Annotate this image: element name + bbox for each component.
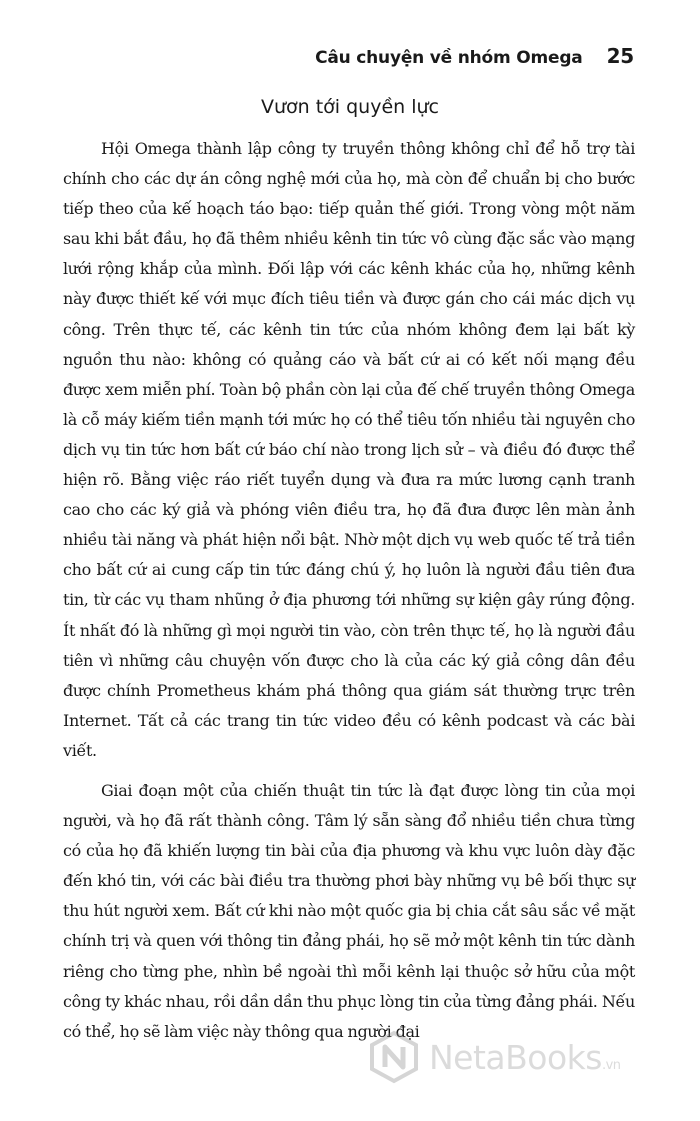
- page-number: 25: [606, 44, 634, 68]
- body-text: [63, 134, 635, 1057]
- watermark-brand: [429, 1038, 621, 1077]
- running-header: [315, 44, 634, 68]
- watermark-suffix: .vn: [601, 1057, 621, 1073]
- watermark-brand-name: NetaBooks: [429, 1037, 602, 1077]
- paragraph: Hội Omega thành lập công ty truyền thông không chỉ để hỗ trợ tài chính cho các dự án công nghệ mới của họ, mà còn để chuẩn bị cho bước tiếp theo của kế hoạch táo bạo: tiếp quản thế giới. Trong vòng một năm sau khi bắt đầu, họ đã thêm nhiều kênh tin tức vô cùng đặc sắc vào mạng lưới rộng khắp của mình. Đối lập với các kênh khác của họ, những kênh này được thiết kế với mục đích tiêu tiền và được gán cho cái mác dịch vụ công. Trên thực tế, các kênh tin tức của nhóm không đem lại bất kỳ nguồn thu nào: không có quảng cáo và bất cứ ai có kết nối mạng đều được xem miễn phí. Toàn bộ phần còn lại của đế chế truyền thông Omega là cỗ máy kiếm tiền mạnh tới mức họ có thể tiêu tốn nhiều tài nguyên cho dịch vụ tin tức hơn bất cứ báo chí nào trong lịch sử – và điều đó được thể hiện rõ. Bằng việc ráo riết tuyển dụng và đưa ra mức lương cạnh tranh cao cho các ký giả và phóng viên điều tra, họ đã đưa được lên màn ảnh nhiều tài năng và phát hiện nổi bật. Nhờ một dịch vụ web quốc tế trả tiền cho bất cứ ai cung cấp tin tức đáng chú ý, họ luôn là người đầu tiên đưa tin, từ các vụ tham nhũng ở địa phương tới những sự kiện gây rúng động. Ít nhất đó là những gì mọi người tin vào, còn trên thực tế, họ là người đầu tiên vì những câu chuyện vốn được cho là của các ký giả công dân đều được chính Prometheus khám phá thông qua giám sát thường trực trên Internet. Tất cả các trang tin tức video đều có kênh podcast và các bài viết.: [63, 139, 635, 760]
- netabooks-logo-icon: [367, 1030, 421, 1084]
- section-title: Vươn tới quyền lực: [260, 96, 440, 118]
- running-title: Câu chuyện về nhóm Omega: [315, 48, 583, 68]
- watermark: [367, 1030, 621, 1084]
- paragraph: Giai đoạn một của chiến thuật tin tức là đạt được lòng tin của mọi người, và họ đã rất thành công. Tâm lý sẵn sàng đổ nhiều tiền chưa từng có của họ đã khiến lượng tin bài của địa phương và khu vực luôn dày đặc đến khó tin, với các bài điều tra thường phơi bày những vụ bê bối thực sự thu hút người xem. Bất cứ khi nào một quốc gia bị chia cắt sâu sắc về mặt chính trị và quen với thông tin đảng phái, họ sẽ mở một kênh tin tức dành riêng cho từng phe, nhìn bề ngoài thì mỗi kênh lại thuộc sở hữu của một công ty khác nhau, rồi dần dần thu phục lòng tin của từng đảng phái. Nếu có thể, họ sẽ làm việc này thông qua người đại: [63, 780, 635, 1041]
